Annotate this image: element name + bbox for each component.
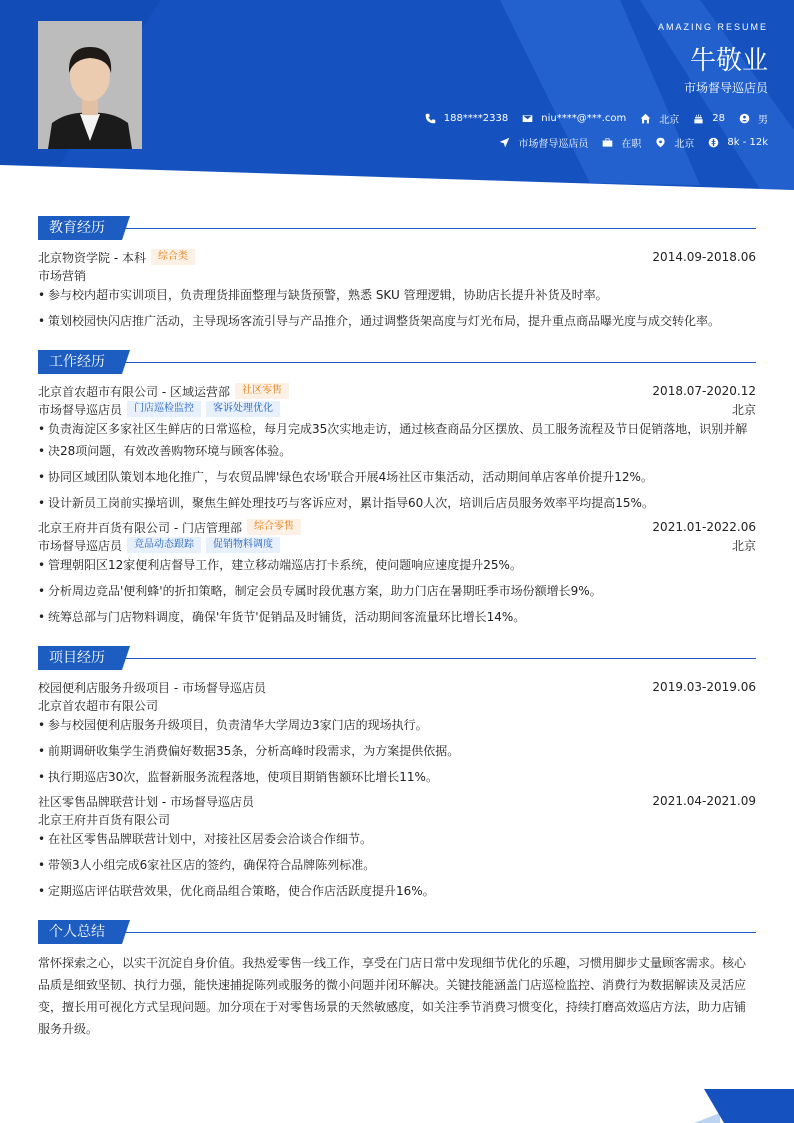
phone-icon: [425, 113, 436, 124]
gender-info: [739, 111, 768, 126]
email-info: [522, 113, 626, 124]
education-heading: 教育经历: [38, 216, 122, 240]
job-position: 市场督导巡店员: [38, 402, 123, 417]
intent-city-info: [655, 135, 694, 150]
summary-heading: 个人总结: [38, 920, 122, 944]
email-text: niu****@***.com: [541, 113, 627, 124]
footer-decoration: [0, 1080, 794, 1123]
job-position-row: [38, 536, 756, 554]
list-item: • 负责海淀区多家社区生鲜店的日常巡检，每月完成35次实地走访，通过核查商品分区摆放、员工服务流程及节日促销落地，识别并解: [38, 418, 756, 440]
age-text: 28: [712, 113, 725, 124]
work-heading: 工作经历: [38, 350, 122, 374]
list-item: • 策划校园快闪店推广活动，主导现场客流引导与产品推介，通过调整货架高度与灯光布局，提升重点商品曝光度与成交转化率。: [38, 310, 756, 332]
project-org-row: [38, 696, 756, 714]
intent-position-text: 市场督导巡店员: [518, 139, 589, 150]
job-intent-row: [485, 135, 768, 150]
summary-section-title: [38, 920, 122, 944]
industry-tag: 社区零售: [235, 383, 289, 399]
skill-tag: 门店巡检监控: [127, 401, 201, 417]
list-item-continuation: • 决28项问题，有效改善购物环境与顾客体验。: [38, 440, 756, 462]
project-section-title: [38, 646, 122, 670]
school-tag: 综合类: [151, 249, 195, 265]
section-divider: [124, 228, 756, 229]
project-date: 2019.03-2019.06: [652, 680, 756, 694]
project-name: 校园便利店服务升级项目 - 市场督导巡店员: [38, 680, 266, 695]
list-item: • 在社区零售品牌联营计划中，对接社区居委会洽谈合作细节。: [38, 828, 756, 850]
major-name: 市场营销: [38, 268, 87, 283]
gender-text: 男: [758, 115, 768, 126]
gender-icon: [739, 113, 750, 124]
project-org: 北京王府井百货有限公司: [38, 812, 171, 827]
list-item: • 带领3人小组完成6家社区店的签约，确保符合品牌陈列标准。: [38, 854, 756, 876]
job-header-row: [38, 518, 756, 536]
section-divider: [124, 932, 756, 933]
job-header-row: [38, 382, 756, 400]
contact-info-row: [411, 111, 768, 126]
send-icon: [499, 137, 510, 148]
project-name: 社区零售品牌联营计划 - 市场督导巡店员: [38, 794, 254, 809]
education-section-title: [38, 216, 122, 240]
list-item: • 执行期巡店30次，监督新服务流程落地，使项目期销售额环比增长11%。: [38, 766, 756, 788]
phone-text: 188****2338: [443, 113, 509, 124]
summary-text: 常怀探索之心，以实干沉淀自身价值。我热爱零售一线工作，享受在门店日常中发现细节优化的乐趣，习惯用脚步丈量顾客需求。核心品质是细致坚韧、执行力强，能快速捕捉陈列或服务的微小问题并闭环解决。关键技能涵盖门店巡检监控、消费行为数据解读及灵活应变，擅长用可视化方式呈现问题。加分项在于对零售场景的天然敏感度，如关注季节消费习惯变化，持续打磨高效巡店方法，助力店铺服务升级。: [38, 956, 747, 1036]
candidate-title: 市场督导巡店员: [683, 81, 768, 95]
job-date: 2021.01-2022.06: [652, 520, 756, 534]
project-header-row: [38, 792, 756, 810]
phone-info: [425, 113, 509, 124]
list-item: • 前期调研收集学生消费偏好数据35条，分析高峰时段需求，为方案提供依据。: [38, 740, 756, 762]
company-name: 北京首农超市有限公司 - 区域运营部: [38, 384, 230, 399]
education-major-row: [38, 266, 756, 284]
city-info: [640, 111, 679, 126]
project-date: 2021.04-2021.09: [652, 794, 756, 808]
profile-photo: [38, 21, 142, 149]
list-item: • 统筹总部与门店物料调度，确保'年货节'促销品及时铺货，活动期间客流量环比增长14%。: [38, 606, 756, 628]
project-org: 北京首农超市有限公司: [38, 698, 159, 713]
intent-city-text: 北京: [674, 139, 695, 150]
age-info: [693, 113, 725, 124]
company-name: 北京王府井百货有限公司 - 门店管理部: [38, 520, 242, 535]
school-name: 北京物资学院 - 本科: [38, 250, 146, 265]
skill-tag: 客诉处理优化: [206, 401, 280, 417]
list-item: • 协同区域团队策划本地化推广，与农贸品牌'绿色农场'联合开展4场社区市集活动，活动期间单店客单价提升12%。: [38, 466, 756, 488]
section-divider: [124, 658, 756, 659]
list-item: • 分析周边竞品'便利蜂'的折扣策略，制定会员专属时段优惠方案，助力门店在暑期旺季市场份额增长9%。: [38, 580, 756, 602]
job-position: 市场督导巡店员: [38, 538, 123, 553]
intent-position-info: [499, 135, 588, 150]
skill-tag: 促销物料调度: [206, 537, 280, 553]
salary-text: 8k - 12k: [727, 137, 768, 148]
mail-icon: [522, 113, 533, 124]
list-item: • 参与校内超市实训项目，负责理货排面整理与缺货预警，熟悉 SKU 管理逻辑，协助店长提升补货及时率。: [38, 284, 756, 306]
list-item: • 定期巡店评估联营效果，优化商品组合策略，使合作店活跃度提升16%。: [38, 880, 756, 902]
project-heading: 项目经历: [38, 646, 122, 670]
city-text: 北京: [659, 115, 680, 126]
job-city: 北京: [731, 538, 756, 553]
candidate-name: 牛敬业: [689, 46, 768, 76]
job-date: 2018.07-2020.12: [652, 384, 756, 398]
work-section-title: [38, 350, 122, 374]
list-item: • 参与校园便利店服务升级项目，负责清华大学周边3家门店的现场执行。: [38, 714, 756, 736]
salary-info: [708, 137, 768, 148]
skill-tag: 竞品动态跟踪: [127, 537, 201, 553]
status-info: [602, 135, 641, 150]
education-row: [38, 248, 756, 266]
location-icon: [655, 137, 666, 148]
status-text: 在职: [621, 139, 642, 150]
home-icon: [640, 113, 651, 124]
salary-icon: [708, 137, 719, 148]
list-item: • 管理朝阳区12家便利店督导工作，建立移动端巡店打卡系统，使问题响应速度提升25%。: [38, 554, 756, 576]
job-position-row: [38, 400, 756, 418]
industry-tag: 综合零售: [247, 519, 301, 535]
project-org-row: [38, 810, 756, 828]
briefcase-icon: [602, 137, 613, 148]
list-item: • 设计新员工岗前实操培训，聚焦生鲜处理技巧与客诉应对，累计指导60人次，培训后店员服务效率平均提高15%。: [38, 492, 756, 514]
job-city: 北京: [731, 402, 756, 417]
age-icon: [693, 113, 704, 124]
resume-tagline: AMAZING RESUME: [657, 22, 768, 32]
section-divider: [124, 362, 756, 363]
project-header-row: [38, 678, 756, 696]
education-date: 2014.09-2018.06: [652, 250, 756, 264]
